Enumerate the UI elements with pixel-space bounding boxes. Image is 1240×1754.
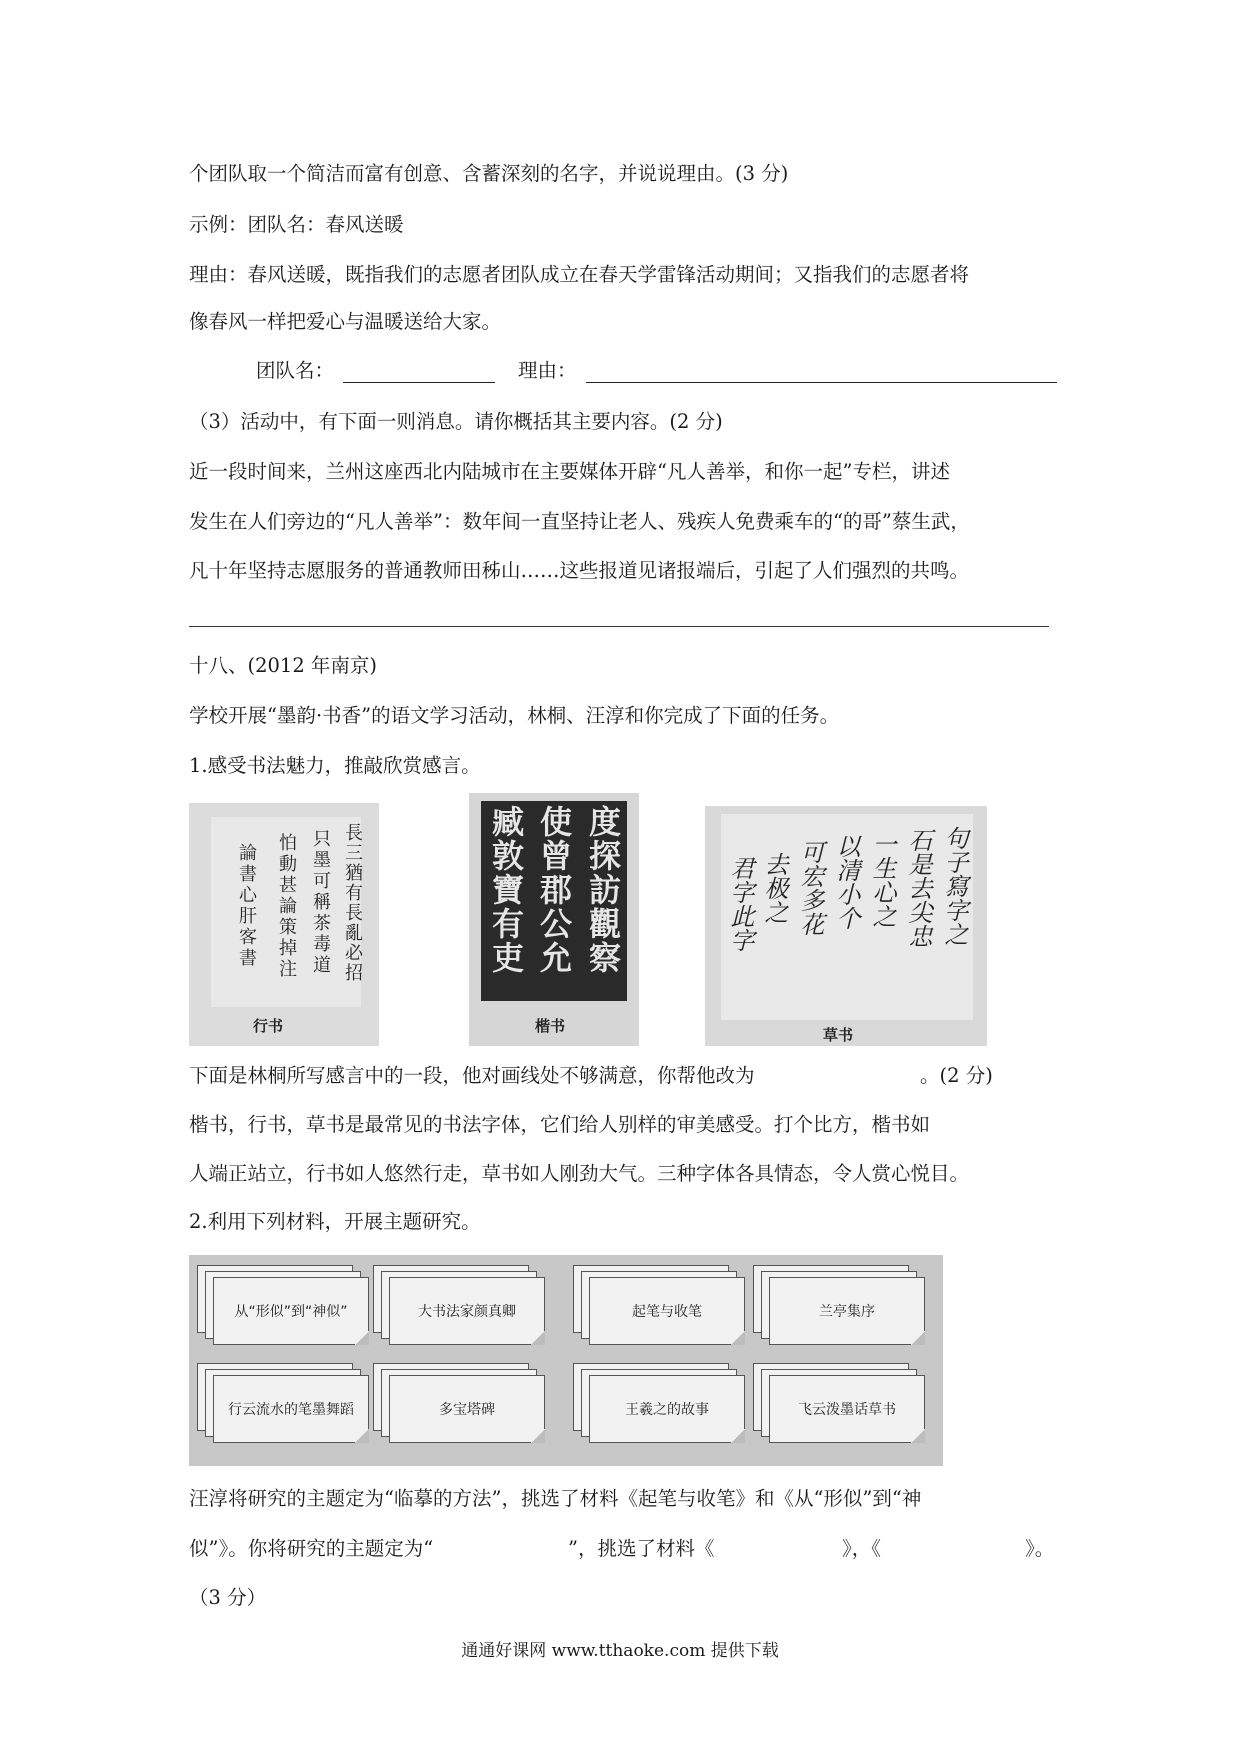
points-label: （3 分） [189, 1586, 267, 1609]
image-caption: 楷书 [535, 1017, 566, 1035]
intro-text: 学校开展“墨韵·书香”的语文学习活动，林桐、汪淳和你完成了下面的任务。 [189, 704, 840, 727]
xingshu-calligraphy-image [189, 803, 379, 1046]
question-text: （3）活动中，有下面一则消息。请你概括其主要内容。(2 分) [189, 410, 723, 433]
calligraphy-column: 臧敦寶有吏 [487, 805, 525, 975]
research-question: ”，挑选了材料《 [568, 1537, 715, 1560]
calligraphy-column: 一生心之 [868, 832, 896, 928]
research-question: 似”》。你将研究的主题定为“ [189, 1537, 434, 1560]
calligraphy-column: 石是去尖忠 [904, 828, 932, 948]
section-heading: 十八、(2012 年南京) [189, 654, 378, 677]
page-footer: 通通好课网 www.tthaoke.com 提供下载 [461, 1641, 779, 1661]
passage-line: 楷书，行书，草书是最常见的书法字体，它们给人别样的审美感受。打个比方，楷书如 [189, 1113, 931, 1136]
research-question: 》。 [1025, 1537, 1055, 1560]
question-text: 个团队取一个简洁而富有创意、含蓄深刻的名字，并说说理由。(3 分) [189, 162, 789, 185]
calligraphy-column: 長三猶有長亂必招 [342, 823, 363, 983]
calligraphy-column: 只墨可稱茶毒道 [310, 829, 331, 976]
calligraphy-column: 君字此字 [726, 856, 754, 952]
image-caption: 草书 [823, 1026, 854, 1044]
research-question: 》，《 [842, 1537, 882, 1560]
revise-question-end: 。(2 分) [920, 1064, 993, 1087]
material-card-label: 大书法家颜真卿 [389, 1277, 545, 1345]
passage-line: 人端正站立，行书如人悠然行走，草书如人刚劲大气。三种字体各具情态，令人赏心悦目。 [189, 1162, 970, 1185]
team-name-label: 团队名： [256, 359, 335, 382]
image-caption: 行书 [253, 1017, 284, 1035]
research-question: 汪淳将研究的主题定为“临摹的方法”，挑选了材料《起笔与收笔》和《从“形似”到“神 [189, 1487, 922, 1510]
revise-question: 下面是林桐所写感言中的一段，他对画线处不够满意，你帮他改为 [189, 1064, 755, 1087]
material-card-label: 飞云泼墨话草书 [769, 1375, 925, 1443]
material-card-label: 多宝塔碑 [389, 1375, 545, 1443]
material-card-label: 从“形似”到“神似” [213, 1277, 369, 1345]
news-line: 凡十年坚持志愿服务的普通教师田秭山……这些报道见诸报端后，引起了人们强烈的共鸣。 [189, 559, 970, 582]
news-line: 近一段时间来，兰州这座西北内陆城市在主要媒体开辟“凡人善举，和你一起”专栏，讲述 [189, 460, 950, 483]
news-line: 发生在人们旁边的“凡人善举”：数年间一直坚持让老人、残疾人免费乘车的“的哥”蔡生武， [189, 510, 970, 533]
task-title: 2.利用下列材料，开展主题研究。 [189, 1210, 481, 1233]
summary-answer-line[interactable] [189, 626, 1049, 627]
calligraphy-column: 度探訪觀察 [584, 805, 622, 975]
material-card-label: 起笔与收笔 [589, 1277, 745, 1345]
calligraphy-column: 怕動甚論策掉注 [276, 833, 297, 980]
calligraphy-column: 去极之 [760, 852, 788, 924]
reason-label: 理由： [518, 359, 577, 382]
calligraphy-column: 論書心肝客書 [236, 843, 257, 969]
calligraphy-column: 可宏多花 [796, 840, 824, 936]
calligraphy-column: 以清小个 [832, 834, 860, 930]
material-card-label: 行云流水的笔墨舞蹈 [213, 1375, 369, 1443]
reason-line: 像春风一样把爱心与温暖送给大家。 [189, 310, 502, 333]
material-card-label: 兰亭集序 [769, 1277, 925, 1345]
team-name-answer-blank[interactable] [343, 382, 495, 383]
calligraphy-column: 使曾郡公允 [535, 805, 573, 975]
example-line: 示例：团队名：春风送暖 [189, 213, 404, 236]
reason-line: 理由：春风送暖，既指我们的志愿者团队成立在春天学雷锋活动期间；又指我们的志愿者将 [189, 263, 970, 286]
caoshu-calligraphy-image [705, 806, 987, 1046]
materials-image [189, 1255, 943, 1466]
material-card-label: 王羲之的故事 [589, 1375, 745, 1443]
reason-answer-blank[interactable] [586, 382, 1057, 383]
kaishu-calligraphy-image [469, 793, 639, 1046]
task-title: 1.感受书法魅力，推敲欣赏感言。 [189, 754, 481, 777]
calligraphy-column: 句子寫字之 [940, 826, 968, 946]
